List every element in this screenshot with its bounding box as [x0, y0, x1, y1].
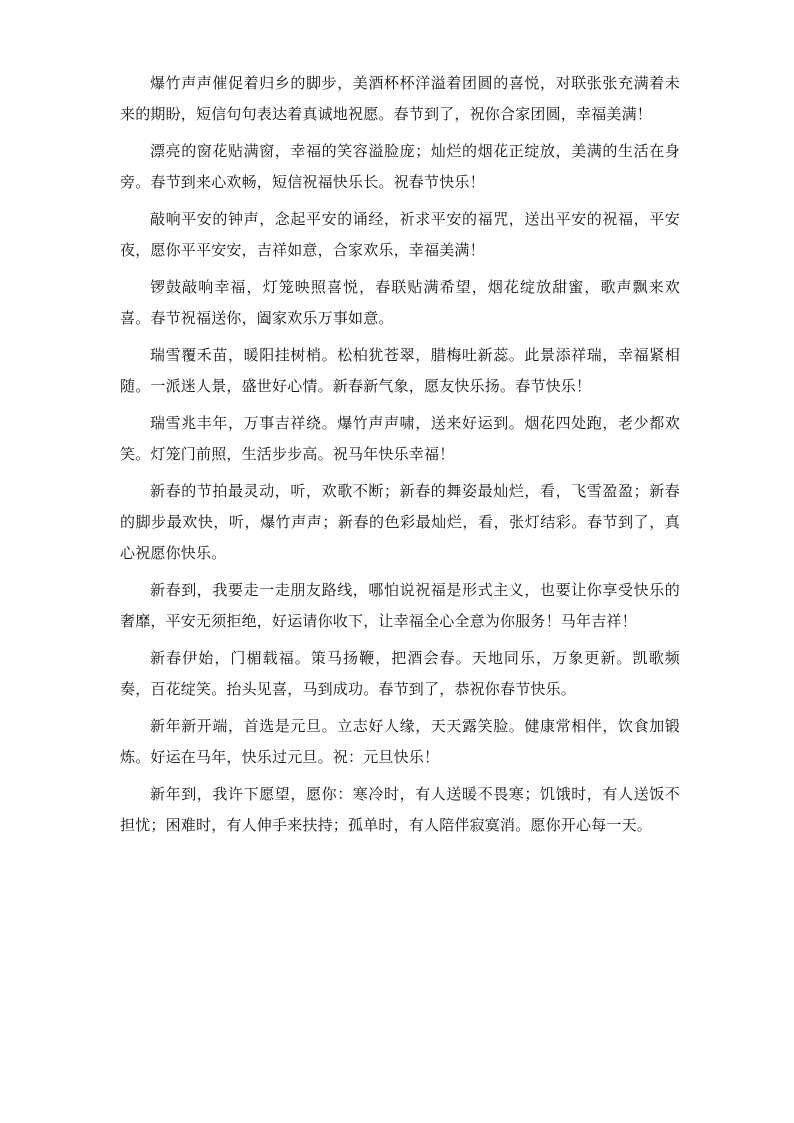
paragraph-7: 新春的节拍最灵动，听，欢歌不断；新春的舞姿最灿烂，看，飞雪盈盈；新春的脚步最欢快，听，爆竹声声；新春的色彩最灿烂，看，张灯结彩。春节到了，真心祝愿你快乐。 [120, 482, 680, 562]
paragraph-6: 瑞雪兆丰年，万事吉祥绕。爆竹声声啸，送来好运到。烟花四处跑，老少都欢笑。灯笼门前照，生活步步高。祝马年快乐幸福！ [120, 414, 680, 463]
document-body [120, 68, 680, 847]
paragraph-8: 新春到，我要走一走朋友路线，哪怕说祝福是形式主义，也要让你享受快乐的奢靡，平安无须拒绝，好运请你收下，让幸福全心全意为你服务！马年吉祥！ [120, 581, 680, 630]
paragraph-5: 瑞雪覆禾苗，暖阳挂树梢。松柏犹苍翠，腊梅吐新蕊。此景添祥瑞，幸福紧相随。一派迷人景，盛世好心情。新春新气象，愿友快乐扬。春节快乐！ [120, 346, 680, 395]
paragraph-1: 爆竹声声催促着归乡的脚步，美酒杯杯洋溢着团圆的喜悦，对联张张充满着未来的期盼，短信句句表达着真诚地祝愿。春节到了，祝你合家团圆，幸福美满！ [120, 74, 680, 123]
paragraph-11: 新年到，我许下愿望，愿你：寒冷时，有人送暖不畏寒；饥饿时，有人送饭不担忧；困难时，有人伸手来扶持；孤单时，有人陪伴寂寞消。愿你开心每一天。 [120, 785, 680, 834]
paragraph-10: 新年新开端，首选是元旦。立志好人缘，天天露笑脸。健康常相伴，饮食加锻炼。好运在马年，快乐过元旦。祝：元旦快乐！ [120, 717, 680, 766]
paragraph-4: 锣鼓敲响幸福，灯笼映照喜悦，春联贴满希望，烟花绽放甜蜜，歌声飘来欢喜。春节祝福送你，阖家欢乐万事如意。 [120, 278, 680, 327]
paragraph-9: 新春伊始，门楣载福。策马扬鞭，把酒会春。天地同乐，万象更新。凯歌频奏，百花绽笑。抬头见喜，马到成功。春节到了，恭祝你春节快乐。 [120, 649, 680, 698]
paragraph-2: 漂亮的窗花贴满窗，幸福的笑容溢脸庞；灿烂的烟花正绽放，美满的生活在身旁。春节到来心欢畅，短信祝福快乐长。祝春节快乐！ [120, 142, 680, 191]
paragraph-3: 敲响平安的钟声，念起平安的诵经，祈求平安的福咒，送出平安的祝福，平安夜，愿你平平安安，吉祥如意，合家欢乐，幸福美满！ [120, 210, 680, 259]
